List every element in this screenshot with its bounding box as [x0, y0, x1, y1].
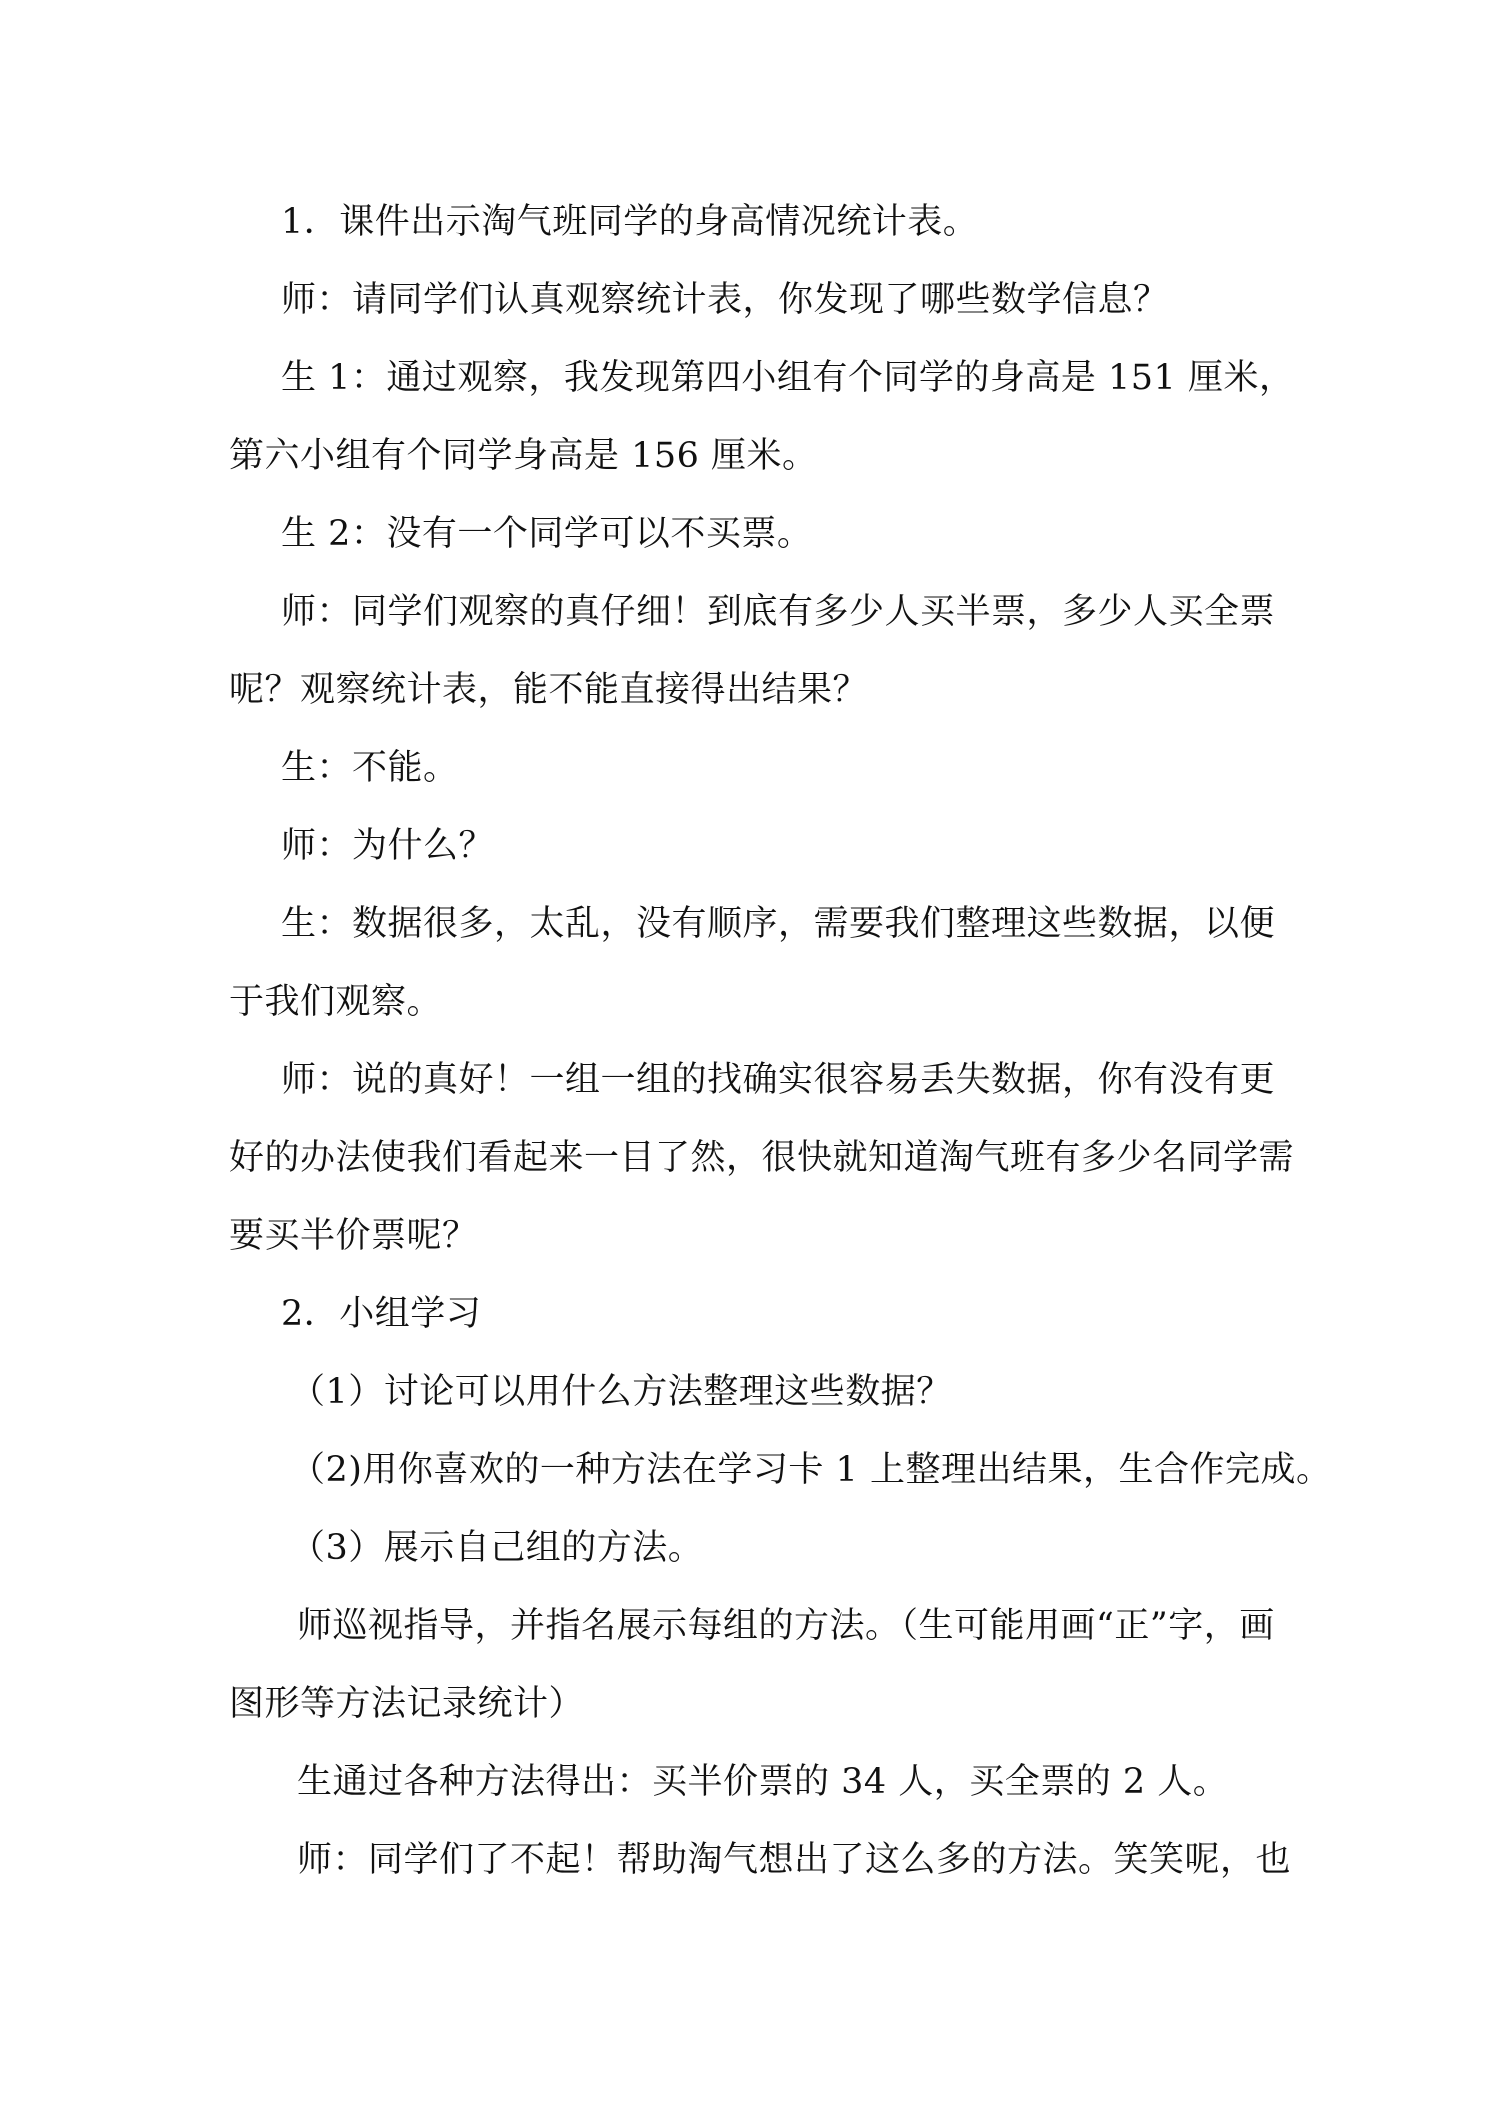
paragraph-line-8: 生：不能。 — [281, 748, 459, 788]
paragraph-line-9: 师：为什么？ — [281, 826, 495, 866]
paragraph-line-3: 生 1：通过观察，我发现第四小组有个同学的身高是 151 厘米， — [281, 358, 1295, 398]
list-item-2: （2)用你喜欢的一种方法在学习卡 1 上整理出结果，生合作完成。 — [290, 1450, 1332, 1490]
paragraph-line-15: 师巡视指导，并指名展示每组的方法。（生可能用画“正”字，画 — [297, 1606, 1275, 1646]
paragraph-line-13: 好的办法使我们看起来一目了然，很快就知道淘气班有多少名同学需 — [229, 1138, 1295, 1178]
paragraph-line-18: 师：同学们了不起！帮助淘气想出了这么多的方法。笑笑呢，也 — [297, 1840, 1292, 1880]
paragraph-line-7: 呢？观察统计表，能不能直接得出结果？ — [229, 670, 869, 710]
paragraph-line-6: 师：同学们观察的真仔细！到底有多少人买半票，多少人买全票 — [281, 592, 1276, 632]
list-item-1: （1）讨论可以用什么方法整理这些数据？ — [290, 1372, 952, 1412]
paragraph-line-17: 生通过各种方法得出：买半价票的 34 人，买全票的 2 人。 — [297, 1762, 1229, 1802]
list-item-3: （3）展示自己组的方法。 — [290, 1528, 704, 1568]
paragraph-line-11: 于我们观察。 — [229, 982, 443, 1022]
paragraph-line-14: 要买半价票呢？ — [229, 1216, 478, 1256]
paragraph-line-1: 1．课件出示淘气班同学的身高情况统计表。 — [281, 202, 979, 242]
section-heading-2: 2．小组学习 — [281, 1294, 482, 1334]
paragraph-line-5: 生 2：没有一个同学可以不买票。 — [281, 514, 813, 554]
paragraph-line-12: 师：说的真好！一组一组的找确实很容易丢失数据，你有没有更 — [281, 1060, 1276, 1100]
paragraph-line-4: 第六小组有个同学身高是 156 厘米。 — [229, 436, 818, 476]
paragraph-line-10: 生：数据很多，太乱，没有顺序，需要我们整理这些数据，以便 — [281, 904, 1276, 944]
paragraph-line-2: 师：请同学们认真观察统计表，你发现了哪些数学信息？ — [281, 280, 1169, 320]
paragraph-line-16: 图形等方法记录统计） — [229, 1684, 585, 1724]
